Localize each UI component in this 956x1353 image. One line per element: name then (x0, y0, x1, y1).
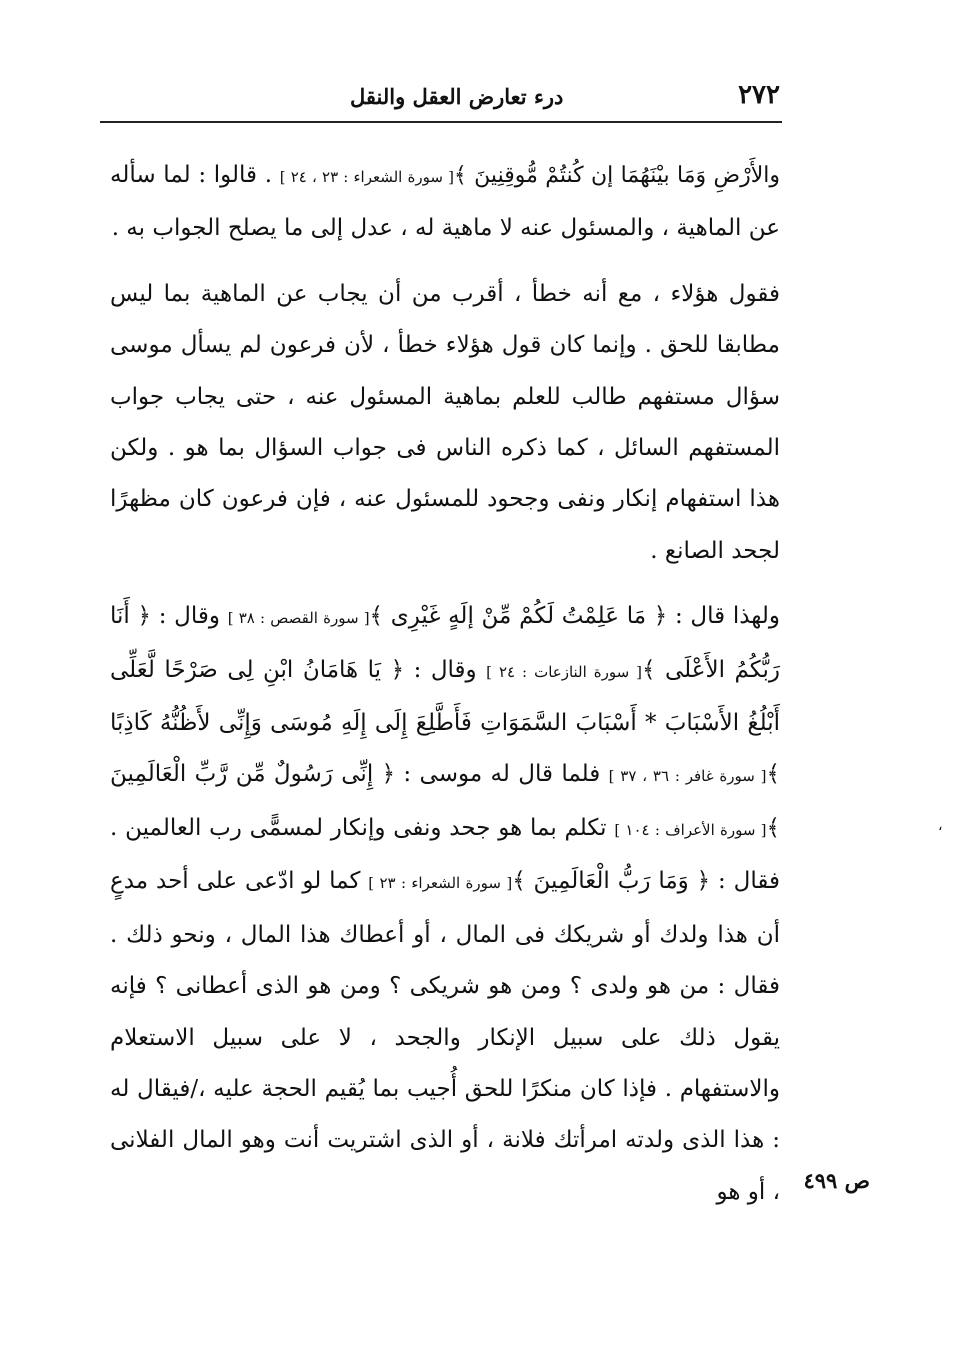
page-number: ٢٧٢ (738, 80, 780, 110)
verse-reference: [ سورة الشعراء : ٢٣ ، ٢٤ ] (279, 168, 454, 186)
header-rule (100, 121, 782, 123)
page-header (100, 78, 780, 118)
quran-verse: والأَرْضِ وَمَا بيْنَهُمَا إن كُنتُمْ مُّوقِنِينَ ﴾ (453, 163, 780, 188)
text-run: وقال : ﴿ أَنَا رَبُّكُمُ الأَعْلَى ﴾ (110, 603, 780, 683)
running-title: درء تعارض العقل والنقل (350, 84, 564, 109)
paragraph-2: فقول هؤلاء ، مع أنه خطأ ، أقرب من أن يجاب عن الماهية بما ليس مطابقا للحق . وإنما كان قول هؤلاء خطأ ، لأن فرعون لم يسأل موسى سؤال مستفهم طالب للعلم بماهية المسئول عنه ، حتى يجاب جواب المستفهم السائل ، كما ذكره الناس فى جواب السؤال بما هو . ولكن هذا استفهام إنكار ونفى وجحود للمسئول عنه ، فإن فرعون كان مظهرًا لجحد الصانع . (110, 280, 780, 564)
verse-reference: [ سورة الأعراف : ١٠٤ ] (614, 820, 767, 839)
text-run: فلما قال له موسى : ﴿ إِنِّى رَسُولٌ مِّن رَّبِّ الْعَالَمِينَ ﴾ (110, 761, 780, 841)
main-text (110, 150, 780, 1218)
paragraph-1 (110, 150, 780, 255)
text-run: . قالوا : لما سأله عن الماهية ، والمسئول عنه لا ماهية له ، عدل إلى ما يصلح الجواب به . (110, 162, 780, 242)
verse-reference: [ سورة غافر : ٣٦ ، ٣٧ ] (608, 767, 767, 786)
paragraph-3 (110, 591, 780, 1218)
margin-mark: ، (938, 818, 943, 834)
margin-page-reference: ص ٤٩٩ (803, 1168, 870, 1193)
text-run: وقال : ﴿ يَا هَامَانُ ابْنِ لِى صَرْحًا لَّعَلِّى أَبْلُغُ الأَسْبَابَ * أَسْبَابَ السَّمَوَاتِ فَأَطَّلِعَ إِلَى إِلَهِ مُوسَى وَإِنِّى لأَظُنُّهُ كَاذِبًا ﴾ (110, 656, 780, 788)
verse-reference: [ سورة الشعراء : ٢٣ ] (368, 874, 513, 893)
text-run: تكلم بما هو جحد ونفى وإنكار لمسمًّى رب العالمين . فقال : ﴿ وَمَا رَبُّ الْعَالَمِينَ ﴾ (110, 814, 780, 895)
text-run: كما لو ادّعى على أحد مدعٍ أن هذا ولدك أو شريكك فى المال ، أو أعطاك هذا المال ، ونحو ذلك . فقال : من هو ولدى ؟ ومن هو شريكى ؟ ومن هو الذى أعطانى ؟ فإنه يقول ذلك على سبيل الإنكار والجحد ، لا على سبيل الاستعلام والاستفهام . فإذا كان منكرًا للحق أُجيب بما يُقيم الحجة عليه ،/فيقال له : هذا الذى ولدته امرأتك فلانة ، أو الذى اشتريت أنت وهو المال الفلانى ، أو هو (110, 868, 780, 1205)
text-run: ولهذا قال : ﴿ مَا عَلِمْتُ لَكُمْ مِّنْ إلَهٍ غَيْرِى ﴾ (369, 603, 781, 630)
verse-reference: [ سورة النازعات : ٢٤ ] (486, 662, 642, 681)
verse-reference: [ سورة القصص : ٣٨ ] (227, 609, 370, 628)
